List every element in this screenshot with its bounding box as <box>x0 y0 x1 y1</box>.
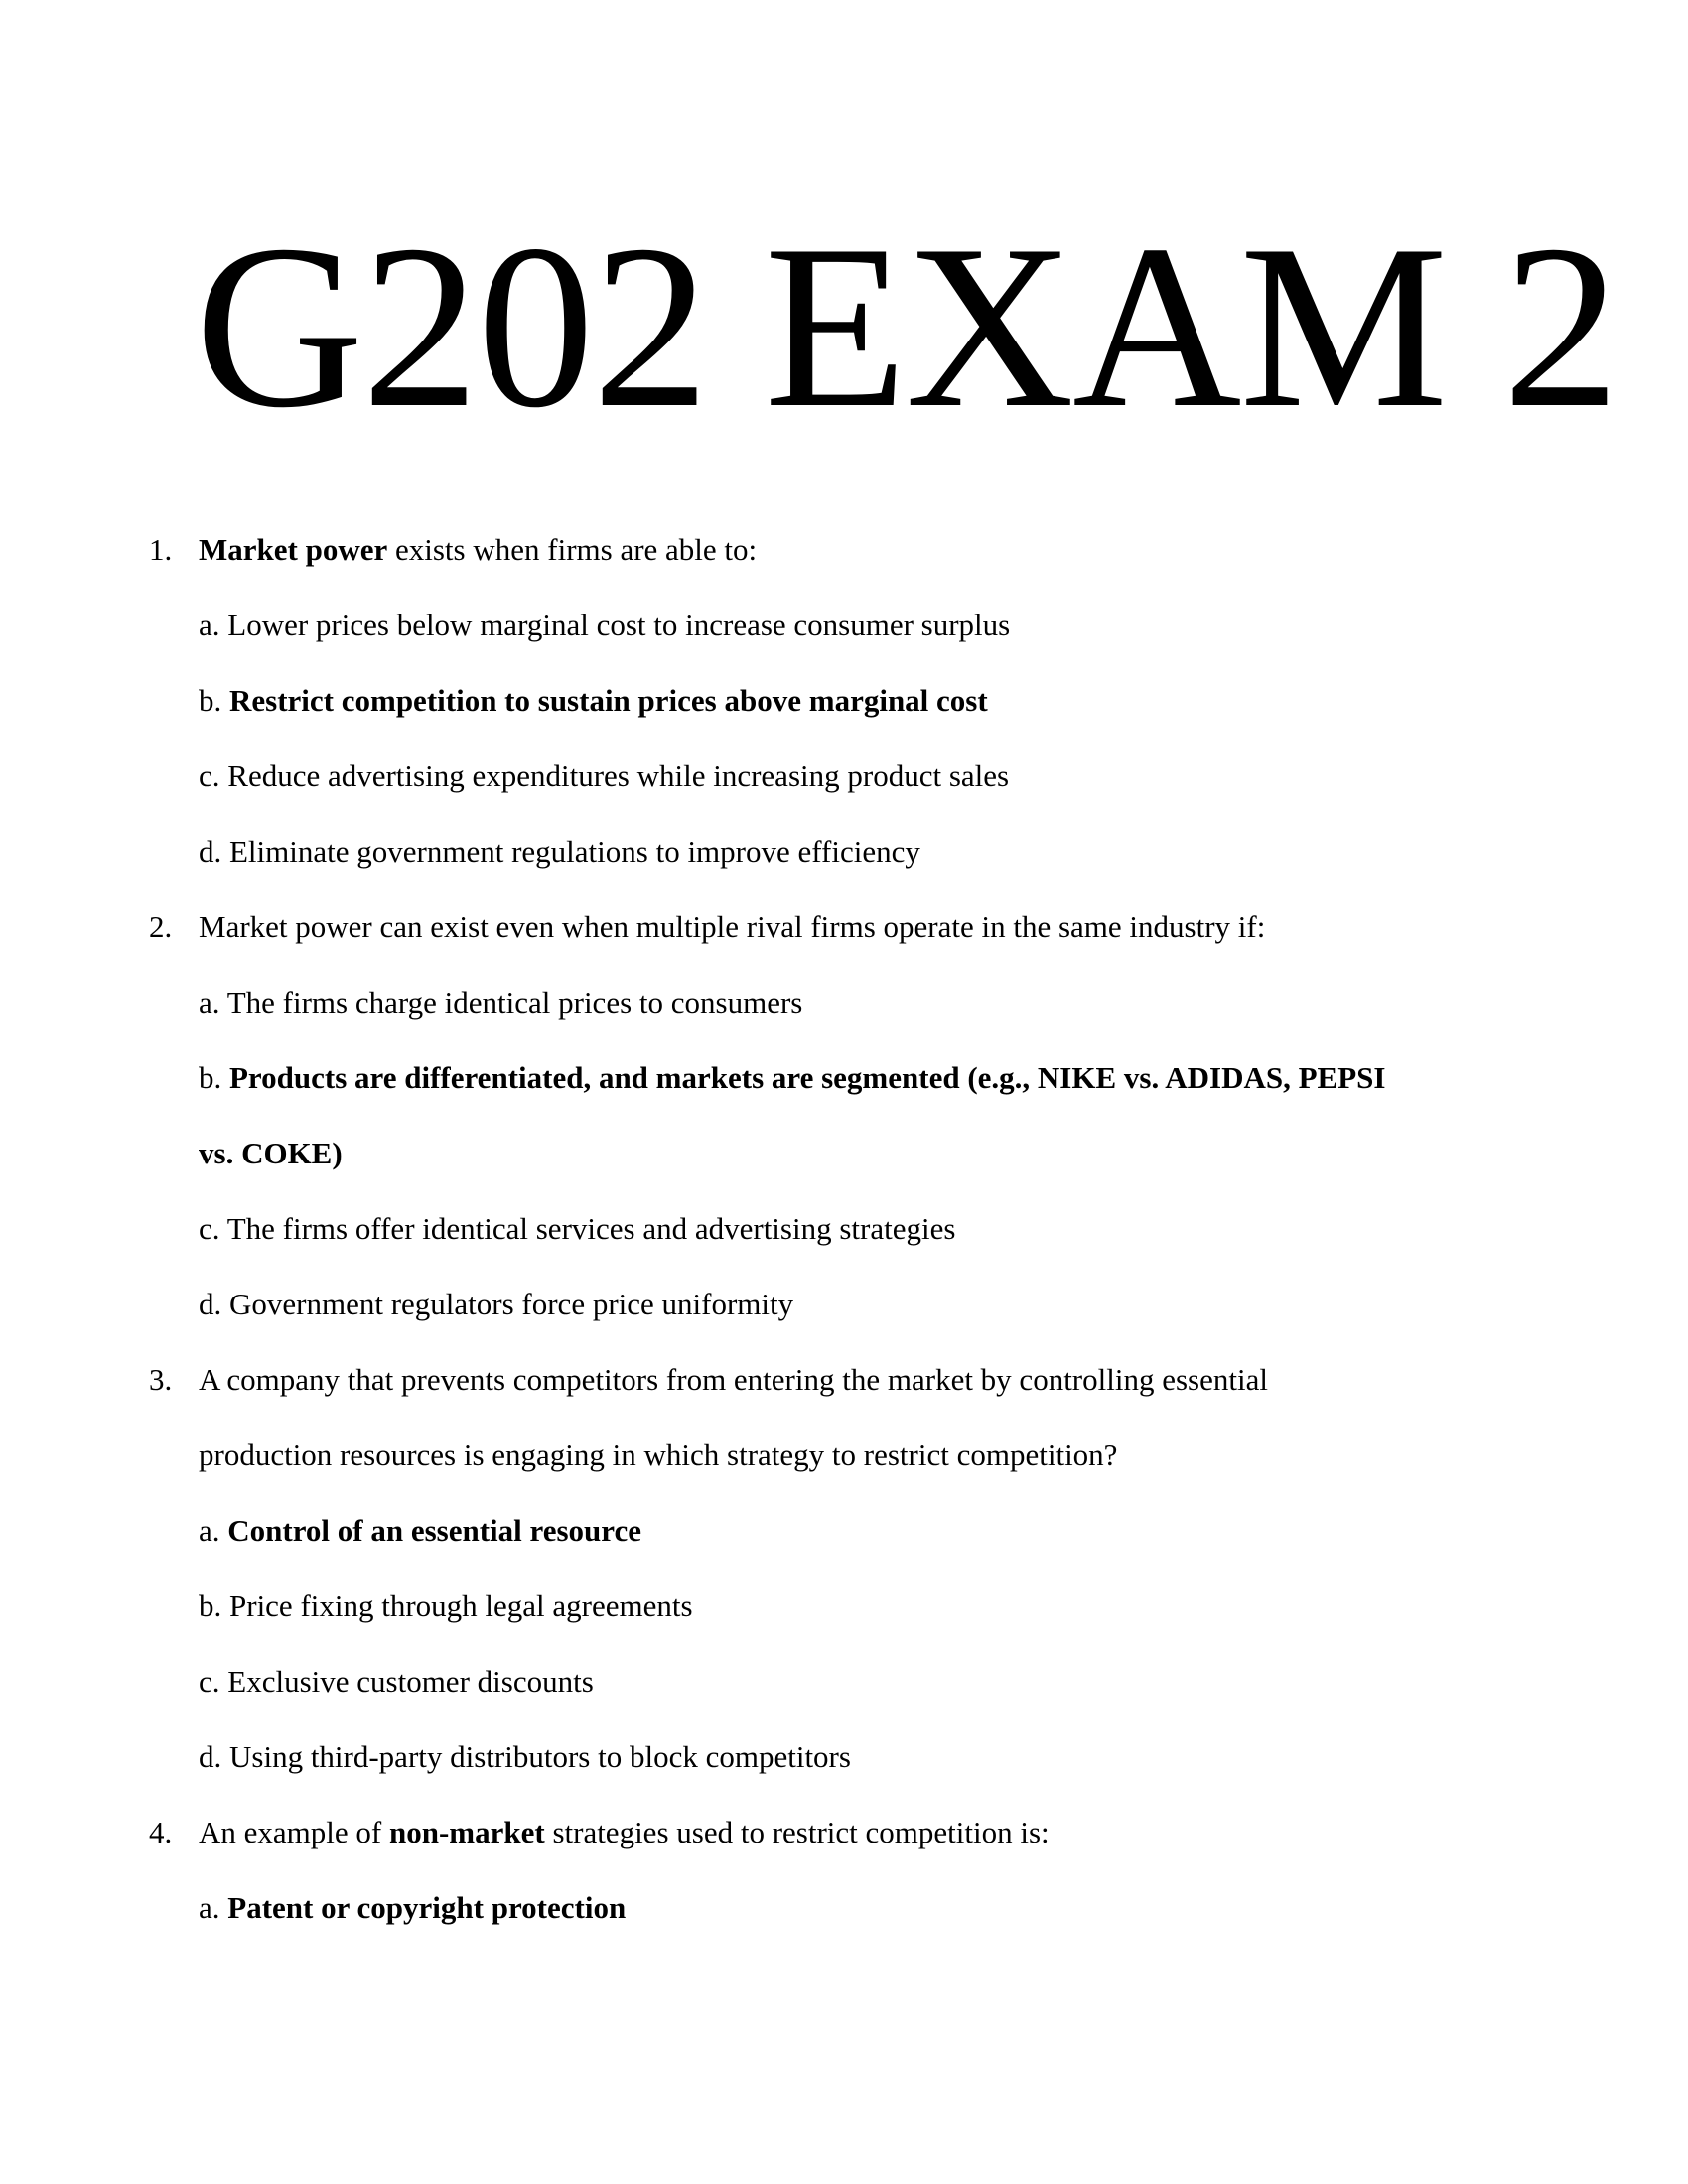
question-4-prompt-bold: non-market <box>388 1815 545 1849</box>
option-text-answer: Products are differentiated, and markets are segmented (e.g., NIKE vs. ADIDAS, PEPSI <box>229 1060 1386 1095</box>
question-2-option-a <box>199 984 802 1022</box>
question-4-prompt-pre: An example of <box>199 1815 389 1849</box>
question-2-option-b-continued <box>199 1135 343 1172</box>
question-3-option-a <box>199 1512 641 1550</box>
question-3-option-c <box>199 1663 594 1701</box>
question-1-prompt-rest: exists when firms are able to: <box>387 532 758 567</box>
question-4-prompt-post: strategies used to restrict competition is: <box>544 1815 1050 1849</box>
option-letter: d. <box>199 834 222 869</box>
option-letter: b. <box>199 683 222 718</box>
question-1-option-b <box>199 682 988 720</box>
question-3-number: 3. <box>149 1362 173 1397</box>
question-1-option-c <box>199 757 1009 795</box>
option-letter: a. <box>199 608 220 642</box>
option-letter: d. <box>199 1287 222 1321</box>
option-letter: c. <box>199 758 220 793</box>
question-4-prompt <box>199 1814 1050 1851</box>
option-text-answer: Patent or copyright protection <box>227 1890 627 1925</box>
question-4-number: 4. <box>149 1815 173 1849</box>
option-text: Reduce advertising expenditures while increasing product sales <box>227 758 1010 793</box>
question-2-prompt: Market power can exist even when multiple rival firms operate in the same industry if: <box>199 909 1266 944</box>
question-1-option-a <box>199 607 1010 644</box>
option-text: Price fixing through legal agreements <box>229 1588 693 1623</box>
option-text: The firms offer identical services and advertising strategies <box>226 1211 956 1246</box>
question-3-prompt-continued: production resources is engaging in which strategy to restrict competition? <box>199 1437 1118 1472</box>
question-4-option-a <box>199 1889 626 1927</box>
option-text: Government regulators force price uniformity <box>229 1287 794 1321</box>
option-text-answer: Restrict competition to sustain prices above marginal cost <box>229 683 988 718</box>
option-letter: c. <box>199 1664 220 1699</box>
option-text: The firms charge identical prices to consumers <box>226 985 803 1020</box>
option-letter: a. <box>199 1890 220 1925</box>
option-letter: b. <box>199 1588 222 1623</box>
option-letter: a. <box>199 1513 220 1548</box>
option-text: Using third-party distributors to block competitors <box>229 1739 851 1774</box>
option-letter: a. <box>199 985 220 1020</box>
option-letter: b. <box>199 1060 222 1095</box>
option-text-answer: Control of an essential resource <box>227 1513 642 1548</box>
question-2-number: 2. <box>149 909 173 944</box>
option-text-answer-continued: vs. COKE) <box>199 1136 343 1170</box>
question-1-prompt <box>199 531 757 569</box>
question-3-prompt: A company that prevents competitors from entering the market by controlling essential <box>199 1362 1268 1397</box>
question-3-option-b <box>199 1587 693 1625</box>
exam-title: G202 EXAM 2 <box>195 198 1618 457</box>
option-text: Eliminate government regulations to improve efficiency <box>229 834 920 869</box>
option-letter: d. <box>199 1739 222 1774</box>
question-1-number: 1. <box>149 532 173 567</box>
question-2-option-b <box>199 1059 1385 1097</box>
option-text: Exclusive customer discounts <box>227 1664 594 1699</box>
question-2-option-d <box>199 1286 793 1323</box>
option-letter: c. <box>199 1211 220 1246</box>
question-3-option-d <box>199 1738 851 1776</box>
question-2-option-c <box>199 1210 955 1248</box>
question-1-prompt-bold: Market power <box>199 532 388 567</box>
option-text: Lower prices below marginal cost to increase consumer surplus <box>227 608 1011 642</box>
question-1-option-d <box>199 833 920 871</box>
